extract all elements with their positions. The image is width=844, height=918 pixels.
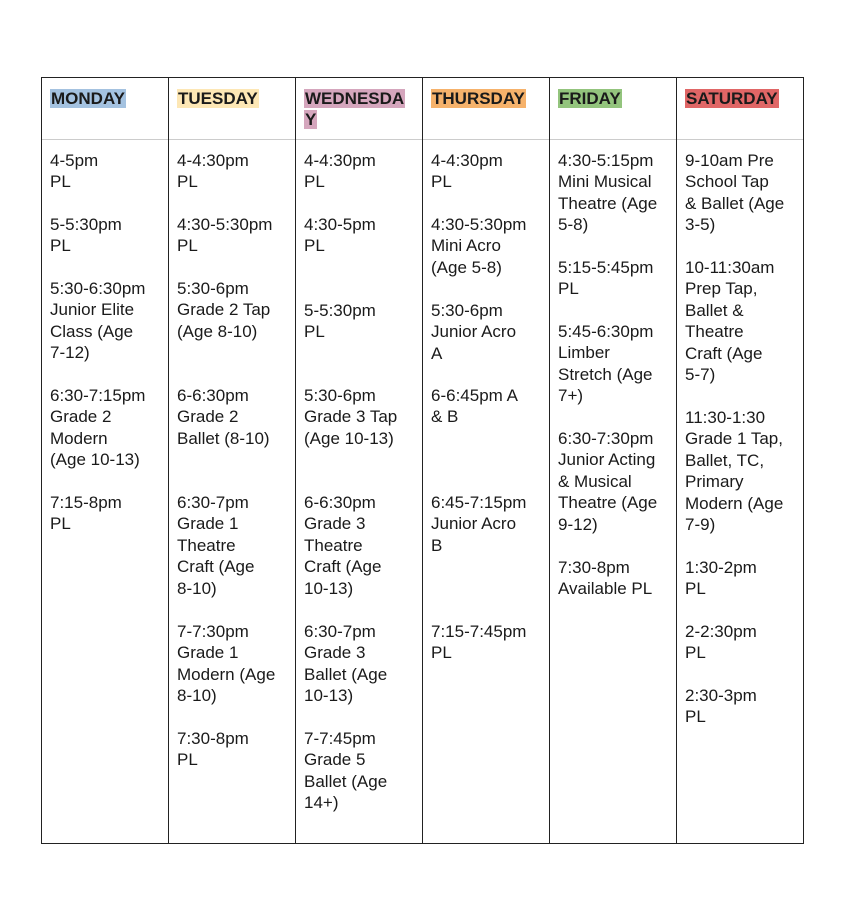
- class-entry: 7:30-8pm Available PL: [558, 558, 653, 599]
- header-cell: [677, 78, 803, 140]
- class-entry: 7:30-8pm PL: [177, 729, 249, 770]
- class-entry: 4-4:30pm PL: [431, 151, 503, 192]
- class-entry: 6:30-7pm Grade 3 Ballet (Age 10-13): [304, 622, 388, 706]
- column-saturday: [677, 78, 803, 843]
- header-cell: [550, 78, 676, 140]
- class-entry: 4-4:30pm PL: [304, 151, 376, 192]
- class-entry: 5-5:30pm PL: [304, 301, 376, 342]
- class-entry: 6:45-7:15pm Junior Acro B: [431, 493, 527, 555]
- class-entry: 10-11:30am Prep Tap, Ballet & Theatre Craft (Age 5-7): [685, 258, 775, 385]
- class-entry: 7:15-7:45pm PL: [431, 622, 527, 663]
- class-entry: 5-5:30pm PL: [50, 215, 122, 256]
- class-entry: 1:30-2pm PL: [685, 558, 757, 599]
- column-thursday: [423, 78, 550, 843]
- class-entry: 5:30-6pm Junior Acro A: [431, 301, 517, 363]
- class-entry: 2:30-3pm PL: [685, 686, 757, 727]
- class-entry: 6:30-7:30pm Junior Acting & Musical Theatre (Age 9-12): [558, 429, 658, 534]
- class-entry: 7-7:45pm Grade 5 Ballet (Age 14+): [304, 729, 388, 813]
- class-entry: 4:30-5pm PL: [304, 215, 376, 256]
- day-label: WEDNESDAY: [305, 89, 405, 129]
- class-entry: 6-6:30pm Grade 3 Theatre Craft (Age 10-13): [304, 493, 382, 598]
- class-entry: 5:30-6pm Grade 3 Tap (Age 10-13): [304, 386, 398, 448]
- header-cell: [169, 78, 295, 140]
- day-label: TUESDAY: [178, 89, 258, 108]
- class-entry: 7-7:30pm Grade 1 Modern (Age 8-10): [177, 622, 276, 706]
- class-entry: 5:30-6pm Grade 2 Tap (Age 8-10): [177, 279, 271, 341]
- class-entry: 2-2:30pm PL: [685, 622, 757, 663]
- class-entry: 11:30-1:30 Grade 1 Tap, Ballet, TC, Primary Modern (Age 7-9): [685, 408, 784, 535]
- class-entry: 6-6:30pm Grade 2 Ballet (8-10): [177, 386, 270, 448]
- day-label: FRIDAY: [559, 89, 621, 108]
- class-entry: 6:30-7:15pm Grade 2 Modern (Age 10-13): [50, 386, 146, 470]
- column-tuesday: [169, 78, 296, 843]
- class-entry: 4:30-5:30pm Mini Acro (Age 5-8): [431, 215, 527, 277]
- column-friday: [550, 78, 677, 843]
- header-cell: [423, 78, 549, 140]
- class-entry: 4-4:30pm PL: [177, 151, 249, 192]
- class-entry: 5:15-5:45pm PL: [558, 258, 654, 299]
- class-entry: 4:30-5:15pm Mini Musical Theatre (Age 5-8): [558, 151, 658, 235]
- class-entry: 9-10am Pre School Tap & Ballet (Age 3-5): [685, 151, 785, 235]
- column-monday: [42, 78, 169, 843]
- class-entry: 6-6:45pm A & B: [431, 386, 518, 427]
- day-label: THURSDAY: [432, 89, 525, 108]
- header-cell: [42, 78, 168, 140]
- class-entry: 6:30-7pm Grade 1 Theatre Craft (Age 8-10): [177, 493, 255, 598]
- class-entry: 5:30-6:30pm Junior Elite Class (Age 7-12): [50, 279, 146, 363]
- day-label: SATURDAY: [686, 89, 778, 108]
- class-entry: 4-5pm PL: [50, 151, 99, 192]
- class-entry: 7:15-8pm PL: [50, 493, 122, 534]
- column-wednesday: [296, 78, 423, 843]
- class-entry: 5:45-6:30pm Limber Stretch (Age 7+): [558, 322, 654, 406]
- weekly-schedule-table: [41, 77, 804, 844]
- day-label: MONDAY: [51, 89, 125, 108]
- header-cell: [296, 78, 422, 140]
- class-entry: 4:30-5:30pm PL: [177, 215, 273, 256]
